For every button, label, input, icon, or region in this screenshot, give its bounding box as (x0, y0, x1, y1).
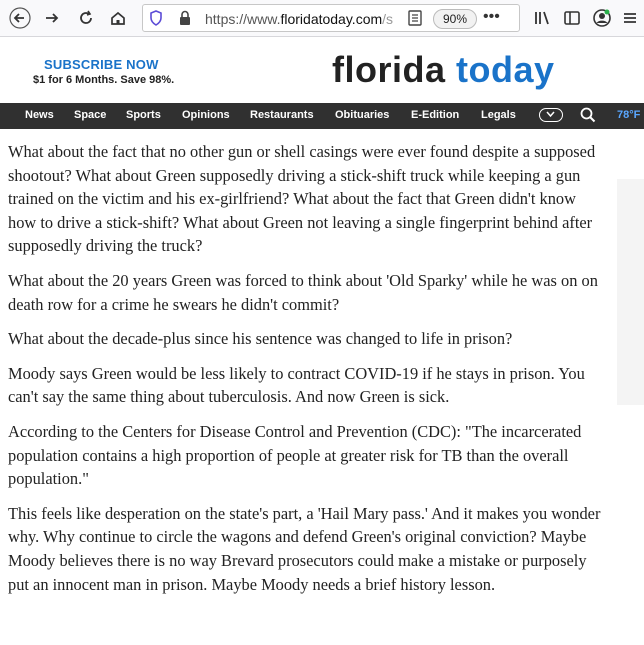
url-bar[interactable] (142, 4, 520, 32)
search-icon[interactable] (580, 107, 596, 128)
site-logo[interactable] (332, 49, 555, 91)
home-icon[interactable] (104, 4, 132, 32)
sidebar-icon[interactable] (558, 4, 586, 32)
article-paragraph: Moody says Green would be less likely to contract COVID-19 if he stays in prison. You can't say the same thing about tuberculosis. And now Green is sick. (8, 363, 585, 407)
menu-icon[interactable] (616, 4, 644, 32)
reload-icon[interactable] (72, 4, 100, 32)
nav-item-opinions[interactable]: Opinions (182, 109, 230, 121)
nav-item-space[interactable]: Space (74, 109, 107, 121)
url-text[interactable] (205, 11, 423, 27)
logo-part-today: today (456, 49, 555, 90)
nav-item-legals[interactable]: Legals (481, 109, 516, 121)
article-paragraph: What about the fact that no other gun or shell casings were ever found despite a supposed shootout? What about Green supposedly driving a stick-shift truck while keeping a gun trained on the victim and his ex-girlfriend? What about the fact that Green didn't know how to drive a stick-shift? What about Green not leaving a single fingerprint behind after supposedly driving the truck? (8, 142, 596, 256)
nav-item-restaurants[interactable]: Restaurants (250, 109, 314, 121)
subscribe-offer[interactable]: $1 for 6 Months. Save 98%. (33, 74, 175, 86)
main-nav (0, 103, 644, 129)
lock-icon[interactable] (179, 10, 191, 31)
zoom-indicator[interactable]: 90% (433, 9, 477, 29)
page-actions-icon[interactable]: ••• (483, 8, 500, 25)
chevron-down-icon (540, 109, 561, 120)
tracking-protection-icon[interactable] (149, 10, 163, 31)
article-paragraph: What about the decade-plus since his sentence was changed to life in prison? (8, 329, 513, 349)
article-paragraph: This feels like desperation on the state's part, a 'Hail Mary pass.' And it makes you wonder why. Why continue to circle the wagons and defend Green's original conviction? Maybe Moody believes there is no way Brevard prosecutors could make a mistake or purposely put an innocent man in prison. Maybe Moody needs a brief history lesson. (8, 503, 601, 594)
url-path: /s (382, 11, 394, 27)
nav-item-news[interactable]: News (25, 109, 54, 121)
nav-item-e-edition[interactable]: E-Edition (411, 109, 460, 121)
article-paragraph: What about the 20 years Green was forced to think about 'Old Sparky' while he was on on death row for a crime he swears he didn't commit? (8, 270, 598, 314)
nav-more-dropdown[interactable] (539, 108, 563, 122)
reader-view-icon[interactable] (408, 10, 422, 31)
site-header (0, 37, 644, 103)
library-icon[interactable] (528, 4, 556, 32)
url-domain: floridatoday.com (280, 11, 383, 27)
forward-icon[interactable] (38, 4, 66, 32)
nav-item-obituaries[interactable]: Obituaries (335, 109, 390, 121)
nav-item-sports[interactable]: Sports (126, 109, 161, 121)
subscribe-title[interactable]: SUBSCRIBE NOW (44, 57, 159, 72)
sidebar-ad-placeholder (617, 179, 644, 405)
article-body (8, 140, 608, 607)
logo-part-florida: florida (332, 49, 446, 90)
url-scheme: https://www. (205, 11, 281, 27)
article-paragraph: According to the Centers for Disease Control and Prevention (CDC): "The incarcerated population contains a high proportion of people at greater risk for TB than the overall population." (8, 421, 582, 489)
weather-temperature[interactable]: 78°F (617, 109, 641, 121)
account-icon[interactable] (588, 4, 616, 32)
back-icon[interactable] (6, 4, 34, 32)
browser-toolbar (0, 0, 644, 37)
